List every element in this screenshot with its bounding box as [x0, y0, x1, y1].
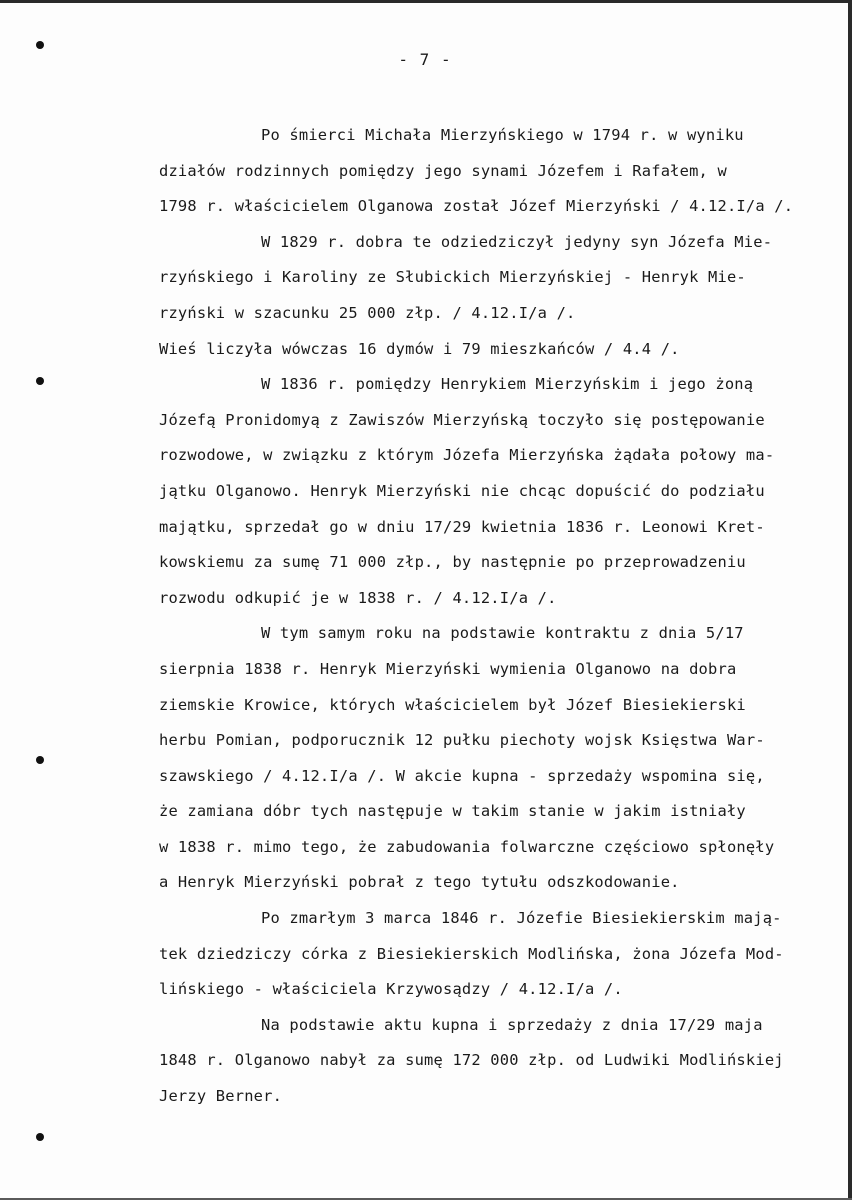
text-line: Po śmierci Michała Mierzyńskiego w 1794 r. w wyniku [261, 126, 744, 144]
text-line: rzyński w szacunku 25 000 złp. / 4.12.I/a /. [159, 303, 576, 322]
text-line: 1848 r. Olganowo nabył za sumę 172 000 złp. od Ludwiki Modlińskiej [159, 1051, 784, 1070]
punch-hole-mark [36, 756, 44, 764]
punch-hole-mark [36, 1133, 44, 1141]
body-text [159, 118, 849, 1115]
text-line: kowskiemu za sumę 71 000 złp., by następnie po przeprowadzeniu [159, 553, 746, 572]
text-line: lińskiego - właściciela Krzywosądzy / 4.12.I/a /. [159, 980, 623, 999]
scan-border-top [0, 0, 852, 3]
text-line: w 1838 r. mimo tego, że zabudowania folwarczne częściowo spłonęły [159, 837, 775, 856]
text-line: W 1836 r. pomiędzy Henrykiem Mierzyńskim i jego żoną [261, 375, 754, 394]
text-line: a Henryk Mierzyński pobrał z tego tytułu odszkodowanie. [159, 873, 680, 892]
text-line: Po zmarłym 3 marca 1846 r. Józefie Biesiekierskim mają- [261, 909, 782, 928]
text-line: majątku, sprzedał go w dniu 17/29 kwietnia 1836 r. Leonowi Kret- [159, 517, 765, 536]
punch-hole-mark [36, 41, 44, 49]
text-line: rzyńskiego i Karoliny ze Słubickich Mierzyńskiej - Henryk Mie- [159, 268, 746, 287]
text-line: Józefą Pronidomyą z Zawiszów Mierzyńską toczyło się postępowanie [159, 410, 765, 429]
text-line: ziemskie Krowice, których właścicielem był Józef Biesiekierski [159, 695, 746, 714]
text-line: W 1829 r. dobra te odziedziczył jedyny syn Józefa Mie- [261, 232, 773, 251]
text-line: tek dziedziczy córka z Biesiekierskich Modlińska, żona Józefa Mod- [159, 944, 784, 963]
text-line: herbu Pomian, podporucznik 12 pułku piechoty wojsk Księstwa War- [159, 731, 765, 750]
text-line: jątku Olganowo. Henryk Mierzyński nie chcąc dopuścić do podziału [159, 481, 765, 500]
punch-hole-mark [36, 377, 44, 385]
text-line: rozwodu odkupić je w 1838 r. / 4.12.I/a /. [159, 588, 557, 607]
text-line: Jerzy Berner. [159, 1087, 283, 1106]
text-line: Wieś liczyła wówczas 16 dymów i 79 mieszkańców / 4.4 /. [159, 339, 680, 358]
text-line: 1798 r. właścicielem Olganowa został Józef Mierzyński / 4.12.I/a /. [159, 197, 794, 216]
text-line: działów rodzinnych pomiędzy jego synami Józefem i Rafałem, w [159, 161, 727, 180]
text-line: szawskiego / 4.12.I/a /. W akcie kupna - sprzedaży wspomina się, [159, 766, 765, 785]
text-line: sierpnia 1838 r. Henryk Mierzyński wymienia Olganowo na dobra [159, 659, 737, 678]
text-line: W tym samym roku na podstawie kontraktu z dnia 5/17 [261, 624, 744, 643]
page-number: - 7 - [398, 50, 452, 69]
text-line: Na podstawie aktu kupna i sprzedaży z dnia 17/29 maja [261, 1015, 763, 1034]
text-line: że zamiana dóbr tych następuje w takim stanie w jakim istniały [159, 802, 746, 821]
text-line: rozwodowe, w związku z którym Józefa Mierzyńska żądała połowy ma- [159, 446, 775, 465]
